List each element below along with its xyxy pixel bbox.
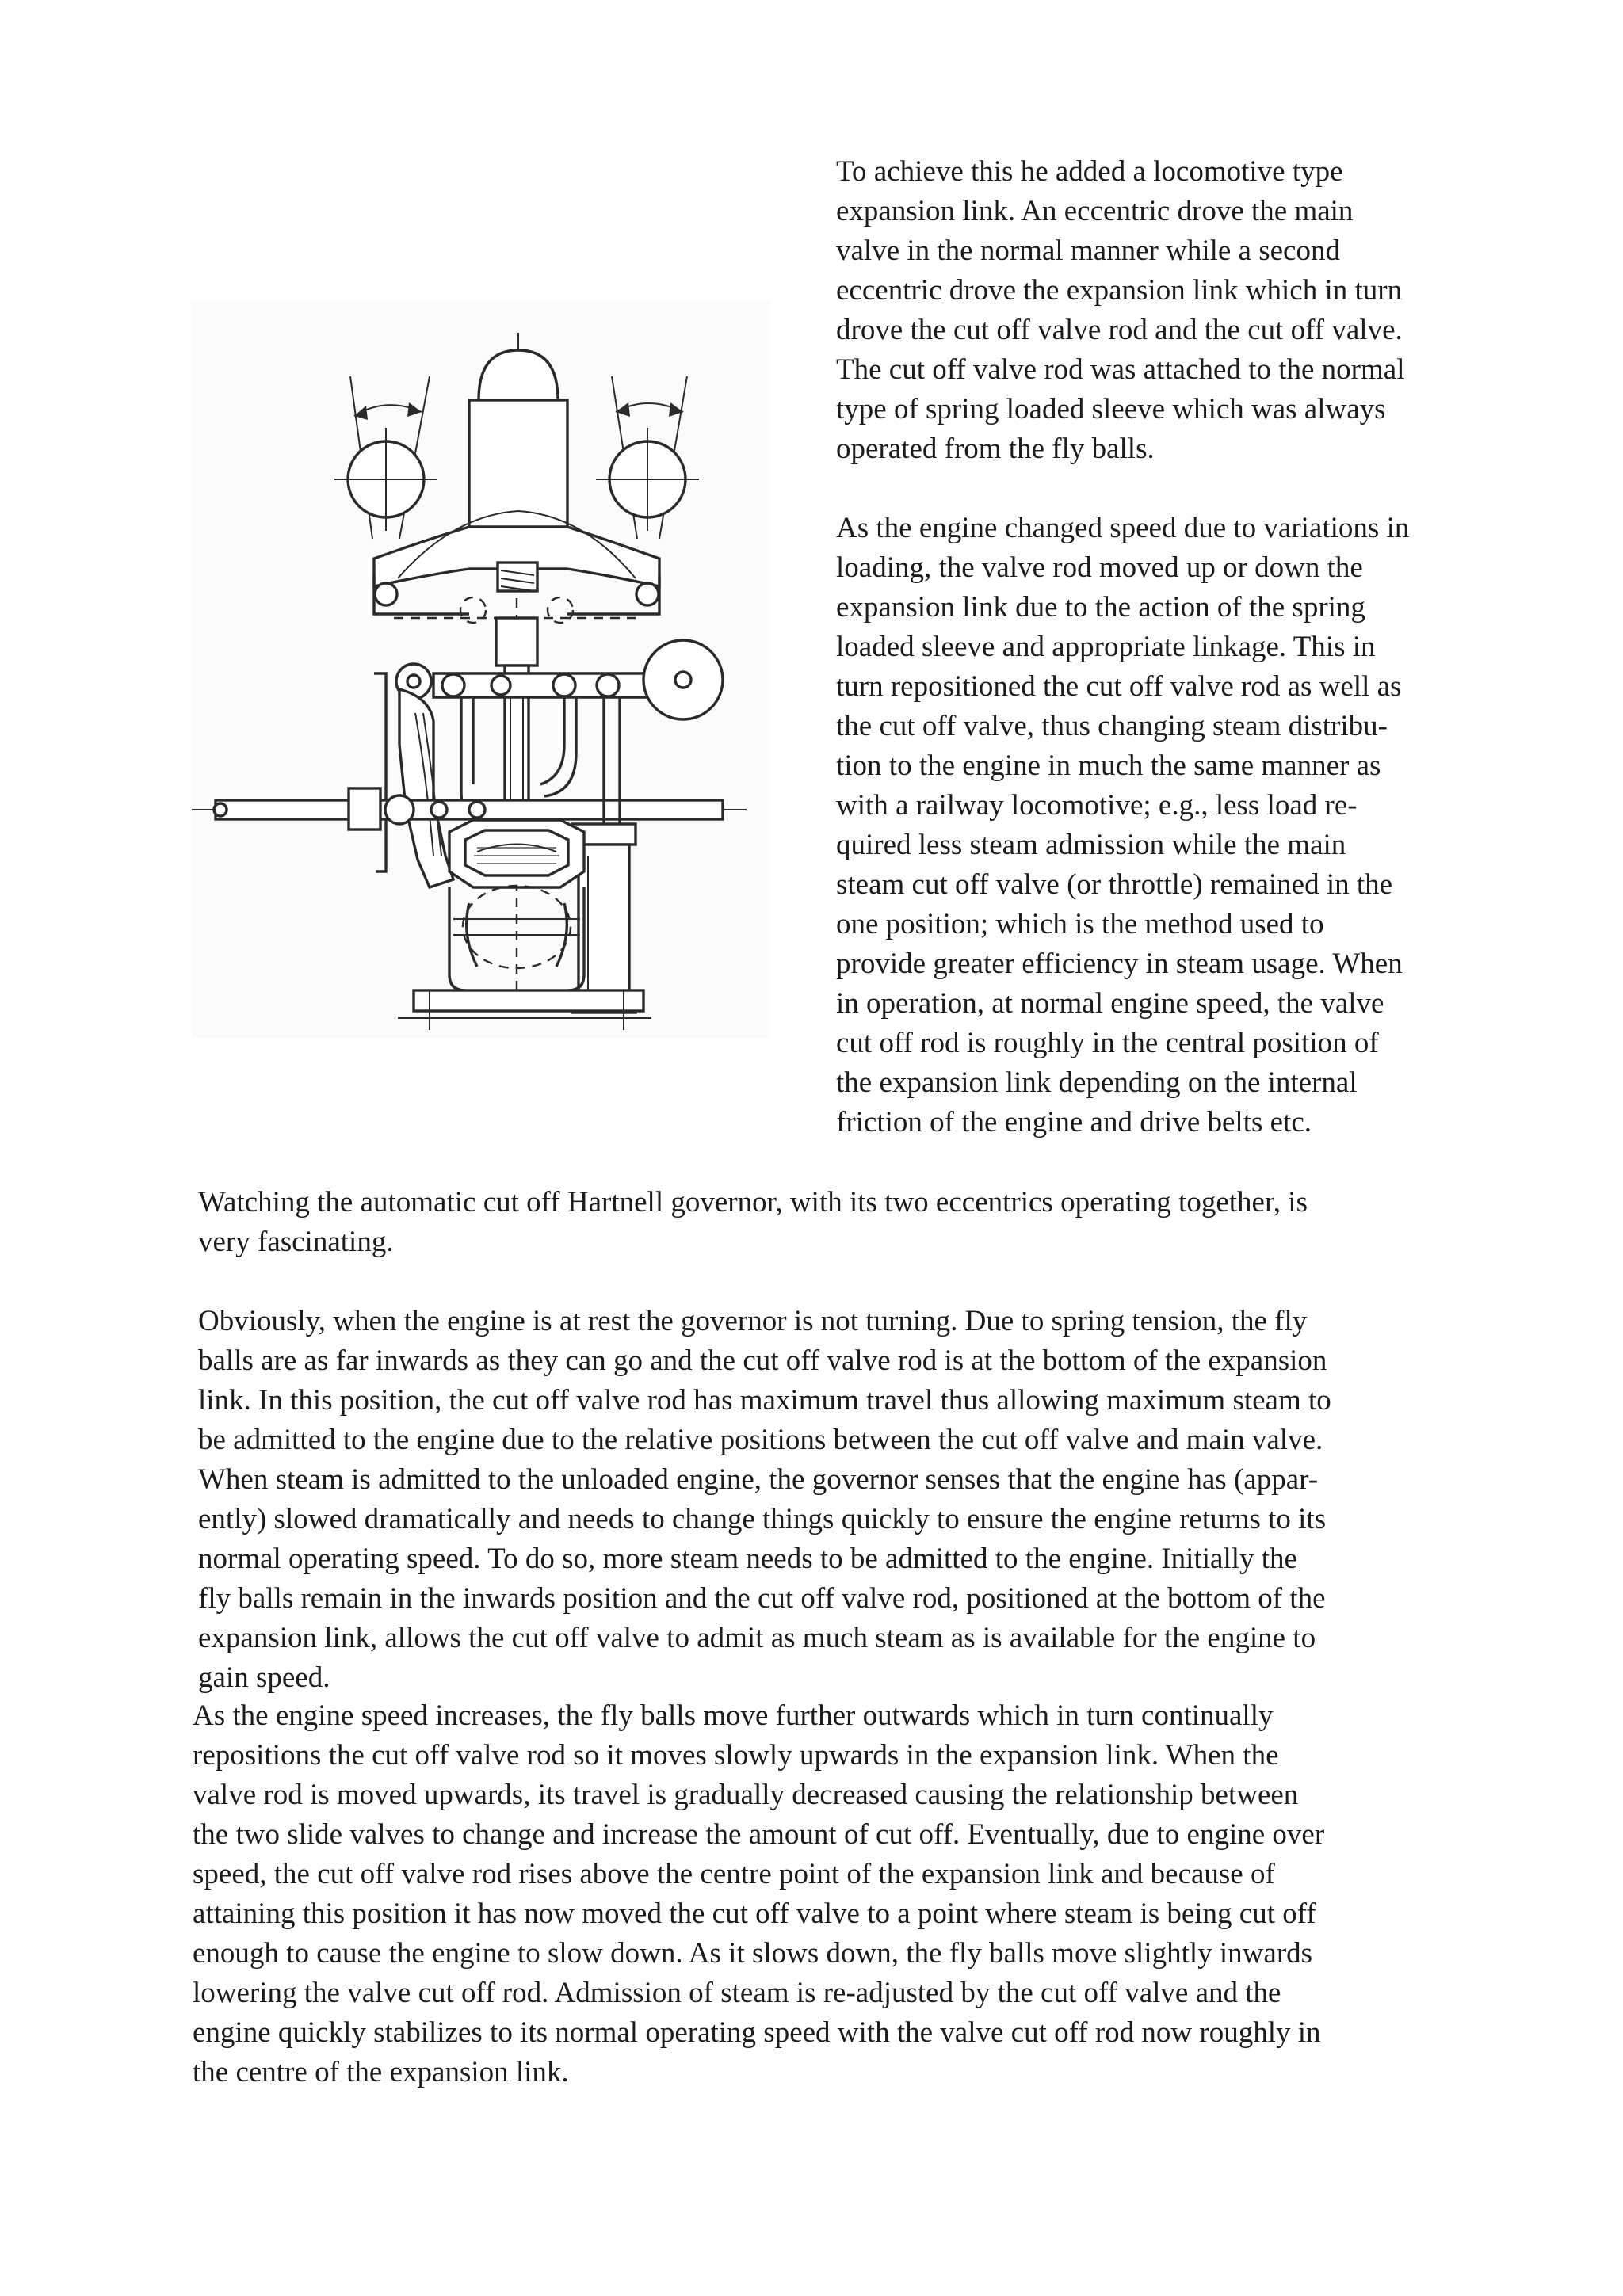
text-line: with a railway locomotive; e.g., less load re- — [836, 789, 1358, 822]
text-line: provide greater efficiency in steam usage. When — [836, 948, 1403, 980]
text-line: engine quickly stabilizes to its normal operating speed with the valve cut off rod now roughly in — [193, 2016, 1321, 2049]
text-line: gain speed. — [198, 1661, 330, 1694]
text-line: cut off rod is roughly in the central position of — [836, 1027, 1379, 1059]
text-line: steam cut off valve (or throttle) remained in the — [836, 868, 1393, 901]
text-line: The cut off valve rod was attached to the normal — [836, 353, 1405, 386]
text-line: enough to cause the engine to slow down. As it slows down, the fly balls move slightly inwards — [193, 1937, 1313, 1970]
text-line: in operation, at normal engine speed, the valve — [836, 987, 1384, 1020]
text-line: expansion link, allows the cut off valve to admit as much steam as is available for the engine to — [198, 1622, 1316, 1654]
text-line: loading, the valve rod moved up or down the — [836, 551, 1363, 584]
text-line: turn repositioned the cut off valve rod as well as — [836, 670, 1402, 703]
text-line: balls are as far inwards as they can go and the cut off valve rod is at the bottom of the expansion — [198, 1344, 1327, 1377]
governor-figure — [192, 301, 770, 1038]
text-line: tion to the engine in much the same manner as — [836, 749, 1381, 782]
paragraph-engine-speed-increases — [193, 1696, 1324, 2092]
paragraph-engine-at-rest — [198, 1302, 1331, 1698]
text-line: be admitted to the engine due to the relative positions between the cut off valve and main valve. — [198, 1424, 1323, 1456]
text-line: operated from the fly balls. — [836, 433, 1155, 465]
text-line: valve rod is moved upwards, its travel is gradually decreased causing the relationship between — [193, 1779, 1299, 1811]
text-line: valve in the normal manner while a second — [836, 235, 1340, 267]
text-line: Obviously, when the engine is at rest the governor is not turning. Due to spring tension, the fly — [198, 1305, 1308, 1337]
text-line: one position; which is the method used to — [836, 908, 1324, 940]
text-line: quired less steam admission while the main — [836, 829, 1346, 861]
text-line: loaded sleeve and appropriate linkage. This in — [836, 631, 1376, 663]
text-line: the two slide valves to change and increase the amount of cut off. Eventually, due to engine over — [193, 1818, 1325, 1851]
text-line: attaining this position it has now moved the cut off valve to a point where steam is being cut off — [193, 1897, 1316, 1930]
text-line: the cut off valve, thus changing steam distribu- — [836, 710, 1388, 742]
hartnell-governor-drawing-icon — [192, 301, 770, 1038]
paragraph-locomotive-expansion-link — [836, 152, 1404, 469]
text-line: the centre of the expansion link. — [193, 2056, 569, 2088]
paragraph-watching-governor — [198, 1183, 1308, 1262]
text-line: speed, the cut off valve rod rises above the centre point of the expansion link and because of — [193, 1858, 1275, 1890]
text-line: type of spring loaded sleeve which was always — [836, 393, 1386, 425]
text-line: ently) slowed dramatically and needs to change things quickly to ensure the engine returns to its — [198, 1503, 1327, 1535]
text-line: lowering the valve cut off rod. Admission of steam is re-adjusted by the cut off valve and the — [193, 1977, 1281, 2009]
text-line: drove the cut off valve rod and the cut off valve. — [836, 314, 1403, 346]
text-line: the expansion link depending on the internal — [836, 1066, 1358, 1099]
text-line: eccentric drove the expansion link which in turn — [836, 274, 1403, 307]
text-line: friction of the engine and drive belts etc. — [836, 1106, 1312, 1138]
text-line: expansion link. An eccentric drove the main — [836, 195, 1354, 227]
text-line: fly balls remain in the inwards position and the cut off valve rod, positioned at the bottom of the — [198, 1582, 1326, 1615]
text-line: very fascinating. — [198, 1226, 394, 1258]
text-line: When steam is admitted to the unloaded engine, the governor senses that the engine has (appar- — [198, 1463, 1319, 1496]
text-line: As the engine changed speed due to variations in — [836, 512, 1410, 544]
text-line: As the engine speed increases, the fly balls move further outwards which in turn continually — [193, 1699, 1274, 1732]
text-line: link. In this position, the cut off valve rod has maximum travel thus allowing maximum steam to — [198, 1384, 1331, 1417]
text-line: normal operating speed. To do so, more steam needs to be admitted to the engine. Initially the — [198, 1543, 1297, 1575]
text-line: expansion link due to the action of the spring — [836, 591, 1365, 624]
text-line: repositions the cut off valve rod so it moves slowly upwards in the expansion link. When the — [193, 1739, 1279, 1772]
paragraph-engine-speed-changes — [836, 509, 1409, 1142]
text-line: Watching the automatic cut off Hartnell governor, with its two eccentrics operating together, is — [198, 1186, 1308, 1219]
text-line: To achieve this he added a locomotive type — [836, 155, 1343, 188]
